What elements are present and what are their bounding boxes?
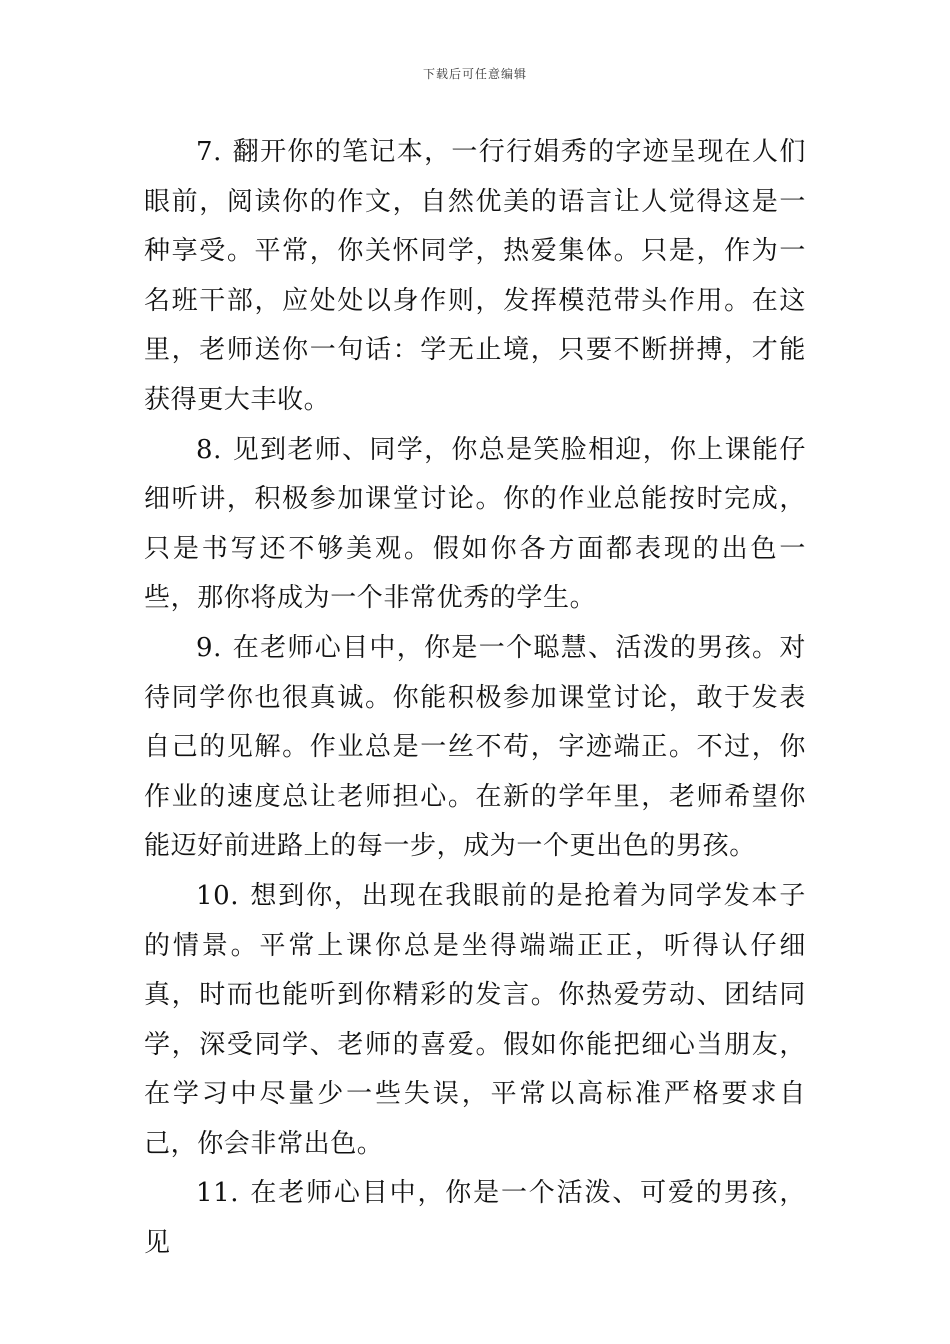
paragraph-9 bbox=[144, 624, 806, 872]
paragraph-text: 见到老师、同学，你总是笑脸相迎，你上课能仔细听讲，积极参加课堂讨论。你的作业总能按时完成，只是书写还不够美观。假如你各方面都表现的出色一些，那你将成为一个非常优秀的学生。 bbox=[144, 434, 806, 614]
paragraph-11 bbox=[144, 1169, 806, 1268]
paragraph-10 bbox=[144, 872, 806, 1170]
paragraph-text: 想到你，出现在我眼前的是抢着为同学发本子的情景。平常上课你总是坐得端端正正，听得认仔细真，时而也能听到你精彩的发言。你热爱劳动、团结同学，深受同学、老师的喜爱。假如你能把细心当朋友，在学习中尽量少一些失误，平常以高标准严格要求自己，你会非常出色。 bbox=[144, 880, 806, 1159]
paragraph-number: 11. bbox=[196, 1178, 240, 1209]
paragraph-text: 在老师心目中，你是一个聪慧、活泼的男孩。对待同学你也很真诚。你能积极参加课堂讨论，敢于发表自己的见解。作业总是一丝不苟，字迹端正。不过，你作业的速度总让老师担心。在新的学年里，老师希望你能迈好前进路上的每一步，成为一个更出色的男孩。 bbox=[144, 632, 806, 862]
paragraph-number: 8. bbox=[196, 434, 223, 465]
paragraph-number: 9. bbox=[196, 632, 223, 663]
paragraph-number: 10. bbox=[196, 880, 240, 911]
paragraph-8 bbox=[144, 426, 806, 624]
paragraph-number: 7. bbox=[196, 137, 223, 167]
header-note: 下载后可任意编辑 bbox=[422, 67, 527, 81]
paragraph-text: 翻开你的笔记本，一行行娟秀的字迹呈现在人们眼前，阅读你的作文，自然优美的语言让人觉得这是一种享受。平常，你关怀同学，热爱集体。只是，作为一名班干部，应处处以身作则，发挥模范带头作用。在这里，老师送你一句话：学无止境，只要不断拼搏，才能获得更大丰收。 bbox=[144, 137, 806, 415]
document-body bbox=[144, 128, 806, 1269]
paragraph-7 bbox=[144, 128, 806, 426]
paragraph-text: 在老师心目中，你是一个活泼、可爱的男孩，见 bbox=[144, 1178, 806, 1259]
